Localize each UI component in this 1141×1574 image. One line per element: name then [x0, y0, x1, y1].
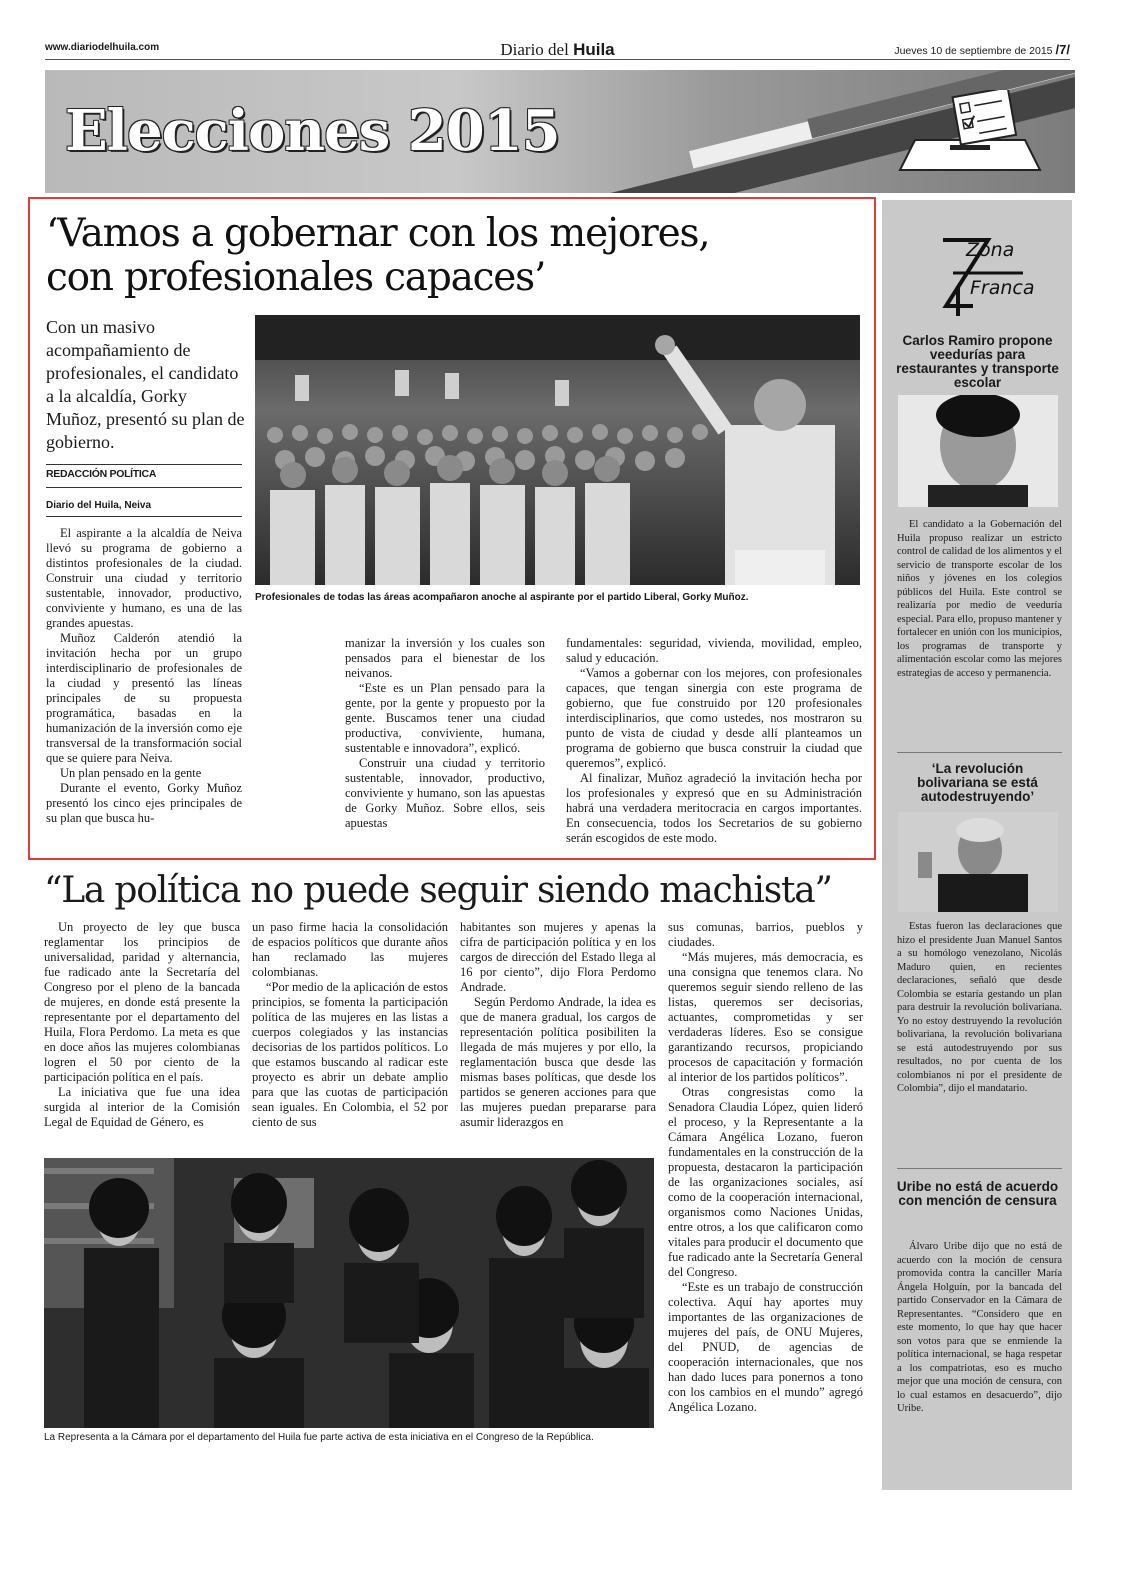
- sidebar-item2-photo: [898, 812, 1058, 912]
- story2-photo-caption: La Representa a la Cámara por el departamento del Huila fue parte activa de esta iniciativa en el Congreso de la República.: [44, 1432, 594, 1443]
- paragraph: sus comunas, barrios, pueblos y ciudades.: [668, 920, 863, 949]
- divider: [46, 516, 242, 517]
- story1-headline-line1: ‘Vamos a gobernar con los mejores,: [46, 211, 710, 256]
- paragraph: un paso firme hacia la consolidación de espacios políticos que durante años han reclamado las mujeres colombianas.: [252, 920, 448, 979]
- portrait-photo-image: [898, 812, 1058, 912]
- paragraph: Otras congresistas como la Senadora Claudia López, quien lideró el proceso, y la Representante a la Cámara Angélica Lozano, fueron fundamentales en la construcción de la propuesta, destacaron la participación de las organizaciones sociales, así como de la cooperación internacional, organismos como Naciones Unidas, entre otros, a los que calificaron como vitales para producir el documento que fue radicado ante la Secretaría General del Congreso.: [668, 1085, 863, 1279]
- issue-date-text: Jueves 10 de septiembre de 2015: [894, 45, 1053, 57]
- divider: [46, 487, 242, 488]
- section-title: Elecciones 2015: [65, 98, 560, 164]
- zona-franca-logo-line1: Zona: [966, 239, 1015, 261]
- sidebar-item3-text: [897, 1240, 1062, 1416]
- sidebar-item3-headline: Uribe no está de acuerdo con mención de censura: [896, 1179, 1059, 1208]
- paragraph: El candidato a la Gobernación del Huila propuso realizar un estricto control de calidad de los alimentos y el servicio de transporte escolar de los niños y jóvenes en los colegios públicos del Huila. Este control se realizaría por medio de veeduría especial. Para ello, propuso mantener y fortalecer en unión con los municipios, los programas de transporte y alimentación escolar como las mejores estrategias de acceso y permanencia.: [897, 519, 1062, 679]
- paper-name-bold: Huila: [573, 40, 615, 59]
- sidebar-item1-headline: Carlos Ramiro propone veedurías para restaurantes y transporte escolar: [896, 333, 1059, 390]
- paragraph: Durante el evento, Gorky Muñoz presentó los cinco ejes principales de su plan que busca hu-: [46, 781, 242, 825]
- paragraph: “Por medio de la aplicación de estos principios, se fomenta la participación política de las mujeres en las listas a cuerpos colegiados y las instancias decisorias de los partidos políticos. Lo que estamos buscando al radicar este proyecto es abrir un debate amplio para que las cuotas de participación sean iguales. En Colombia, el 52 por ciento de sus: [252, 980, 448, 1129]
- women-photo-image: [44, 1158, 654, 1428]
- paragraph: habitantes son mujeres y apenas la cifra de participación política y en los cargos de dirección del Estado llega al 16 por ciento”, dijo Flora Perdomo Andrade.: [460, 920, 656, 994]
- divider: [897, 1168, 1062, 1169]
- story1-crowd-photo: [255, 315, 860, 585]
- portrait-photo-image: [898, 395, 1058, 507]
- paragraph: Álvaro Uribe dijo que no está de acuerdo con la moción de censura promovida contra la canciller María Ángela Holguín, por la bancada del partido Conservador en la Cámara de Representantes. “Considero que en este momento, lo que hay que hacer son votos para que se enmiende la política internacional, se haga respetar a los compatriotas, eso es mucho mejor que una moción de censura, con lo cual estamos en desacuerdo”, dijo Uribe.: [897, 1241, 1062, 1414]
- story1-headline-line2: con profesionales capaces’: [46, 255, 546, 300]
- masthead: [45, 40, 1070, 60]
- paragraph: “Este es un Plan pensado para la gente, por la gente y propuesto por la gente. Buscamos tener una ciudad productiva, conviviente, humana, sustentable e innovadora”, explicó.: [345, 681, 545, 755]
- sidebar-item1-text: [897, 518, 1062, 680]
- story1-column-2: [345, 636, 545, 831]
- story1-column-1: [46, 526, 242, 826]
- paragraph: El aspirante a la alcaldía de Neiva llevó su programa de gobierno a distintos profesionales de la ciudad. Construir una ciudad y territorio sustentable, innovador, productivo, conviviente y humano, es una de las grandes apuestas.: [46, 526, 242, 630]
- section-banner: [45, 70, 1075, 193]
- paragraph: “Este es un trabajo de construcción colectiva. Aquí hay aportes muy importantes de las organizaciones de mujeres del país, de ONU Mujeres, del PNUD, de agencias de cooperación internacionales, que nos han dado luces para ponernos a tono con los cambios en el mundo” agregó Angélica Lozano.: [668, 1280, 863, 1414]
- paragraph: Muñoz Calderón atendió la invitación hecha por un grupo interdisciplinario de profesionales de la ciudad y presentó las líneas principales de su propuesta programática, basadas en la humanización de la inversión como eje transversal de la transformación social que se quiere para Neiva.: [46, 631, 242, 765]
- story2-column-3: [460, 920, 656, 1130]
- paragraph: “Más mujeres, más democracia, es una consigna que tenemos clara. No queremos seguir siendo relleno de las listas, queremos ser decisorias, actuantes, comprometidas y ser verdaderas líderes. Eso se consigue garantizando recursos, propiciando procesos de capacitación y formación al interior de los partidos políticos”.: [668, 950, 863, 1084]
- paragraph: “Vamos a gobernar con los mejores, con profesionales capaces, que tengan sinergia con este programa de gobierno, que fue construido por 120 profesionales interdisciplinarios, que como ustedes, nos mostraron su punto de vista de ciudad y desde allí planteamos un programa de gobierno que busca construir la ciudad que queremos”, explicó.: [566, 666, 862, 770]
- page-number: /7/: [1055, 42, 1070, 57]
- zona-franca-logo: [928, 228, 1038, 318]
- ballot-box-icon: [895, 90, 1045, 180]
- crowd-photo-image: [255, 315, 860, 585]
- story2-column-1: [44, 920, 240, 1130]
- paragraph: manizar la inversión y los cuales son pensados para el bienestar de los neivanos.: [345, 636, 545, 680]
- paragraph: Un proyecto de ley que busca reglamentar los principios de universalidad, paridad y alternancia, fue radicado ante la Secretaría del Congreso por el pleno de la bancada de mujeres, en donde está presente la representante por el departamento del Huila, Flora Perdomo. La meta es que en doce años las mujeres colombianas logren el 50 por ciento de la participación política en el país.: [44, 920, 240, 1084]
- story1-byline: REDACCIÓN POLÍTICA: [46, 468, 157, 480]
- paragraph: Construir una ciudad y territorio sustentable, innovador, productivo, conviviente y humano, son las apuestas de Gorky Muñoz. Sobre ellos, seis apuestas: [345, 756, 545, 830]
- subhead: Un plan pensado en la gente: [60, 766, 202, 780]
- paragraph: Estas fueron las declaraciones que hizo el presidente Juan Manuel Santos a su homólogo venezolano, Nicolás Maduro quien, en recientes declaraciones, señaló que desde Colombia se estaría gestando un plan para destruir la revolución bolivariana. Yo no estoy destruyendo la revolución bolivariana, la revolución bolivariana se está autodestruyendo por sus resultados, no por cuenta de los colombianos ni por el presidente de Colombia”, dijo el mandatario.: [897, 921, 1062, 1094]
- story2-column-4: [668, 920, 863, 1415]
- story2-column-2: [252, 920, 448, 1130]
- site-url[interactable]: www.diariodelhuila.com: [45, 42, 160, 53]
- paragraph: fundamentales: seguridad, vivienda, movilidad, empleo, salud y educación.: [566, 636, 862, 665]
- zona-franca-logo-line2: Franca: [970, 277, 1035, 299]
- story1-dateline: Diario del Huila, Neiva: [46, 500, 152, 511]
- sidebar-item2-headline: ‘La revolución bolivariana se está autodestruyendo’: [917, 761, 1038, 804]
- paragraph: La iniciativa que fue una idea surgida al interior de la Comisión Legal de Equidad de Género, es: [44, 1085, 240, 1129]
- divider: [46, 464, 242, 465]
- divider: [897, 752, 1062, 753]
- issue-date: [894, 42, 1070, 57]
- paragraph: Al finalizar, Muñoz agradeció la invitación hecha por los profesionales y expresó que en su Administración habrá una verdadera meritocracia en cargos importantes. En consecuencia, todos los Secretarios de su gobierno serán escogidos de este modo.: [566, 771, 862, 845]
- sidebar-item2-text: [897, 920, 1062, 1096]
- story2-women-photo: [44, 1158, 654, 1428]
- story1-lead: Con un masivo acompañamiento de profesionales, el candidato a la alcaldía, Gorky Muñoz, presentó su plan de gobierno.: [46, 317, 245, 452]
- paragraph: Según Perdomo Andrade, la idea es que de manera gradual, los cargos de representación política posibiliten la llegada de más mujeres y por ello, la reglamentación busca que desde las mismas bases políticas, que desde los partidos se generen acciones para que las mujeres puedan prepararse para asumir liderazgos en: [460, 995, 656, 1129]
- story1-headline: [46, 212, 866, 300]
- sidebar-item1-photo: [898, 395, 1058, 507]
- story1-photo-caption: Profesionales de todas las áreas acompañaron anoche al aspirante por el partido Liberal, Gorky Muñoz.: [255, 592, 749, 603]
- story2-headline: “La política no puede seguir siendo machista”: [44, 870, 832, 911]
- story1-column-3: [566, 636, 862, 846]
- paper-name-plain: Diario del: [500, 40, 569, 59]
